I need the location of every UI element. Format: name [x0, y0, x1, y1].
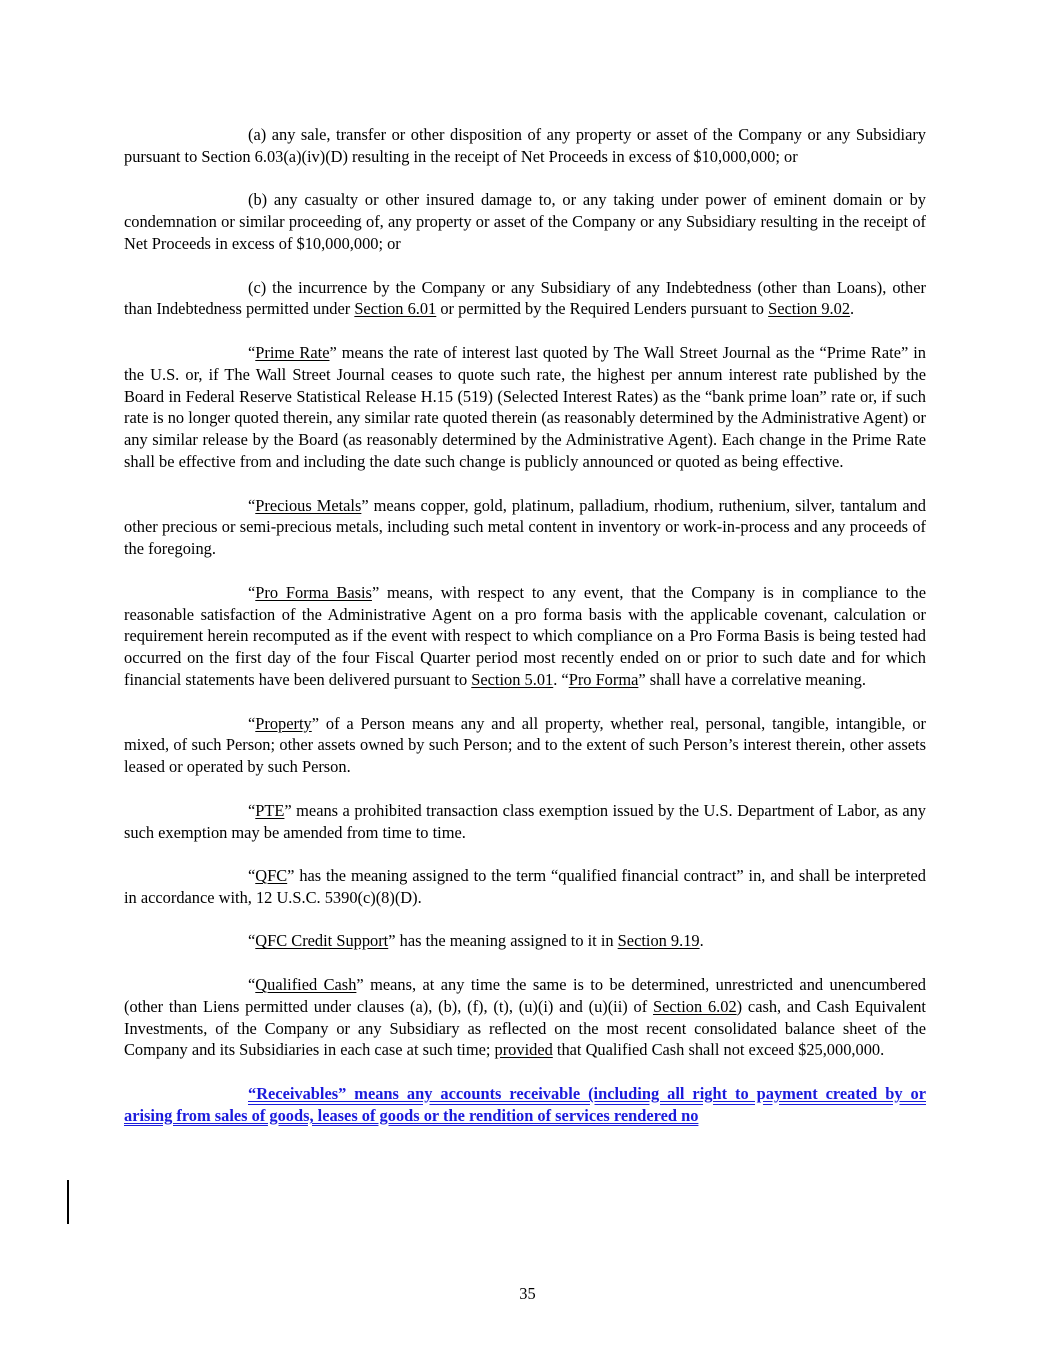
definition-property: “Property” of a Person means any and all property, whether real, personal, tangible, intangible, or mixed, of such Person; other assets owned by such Person; and to the extent of such Person’s interest therein, other assets leased or operated by such Person. [124, 713, 926, 777]
provided-term: provided [494, 1040, 553, 1060]
defined-term: Property [255, 713, 312, 733]
definition-qfc-credit-support: “QFC Credit Support” has the meaning assigned to it in Section 9.19. [248, 931, 704, 951]
defined-term: QFC [255, 866, 288, 886]
defined-term: Precious Metals [255, 495, 362, 515]
defined-term: Pro Forma [568, 669, 639, 689]
paragraph-clause-c: (c) the incurrence by the Company or any Subsidiary of any Indebtedness (other than Loans), other than Indebtedness permitted under Section 6.01 or permitted by the Required Lenders pursuant to Section 9.02. [124, 277, 926, 319]
paragraph-clause-a: (a) any sale, transfer or other disposition of any property or asset of the Company or any Subsidiary pursuant to Section 6.03(a)(iv)(D) resulting in the receipt of Net Proceeds in excess of $10,000,000; or [124, 125, 926, 166]
definition-receivables-inserted: “Receivables” means any accounts receivable (including all right to payment created by or arising from sales of goods, leases of goods or the rendition of services rendered no [124, 1084, 926, 1125]
defined-term: QFC Credit Support [255, 931, 389, 951]
definition-precious-metals: “Precious Metals” means copper, gold, platinum, palladium, rhodium, ruthenium, silver, tantalum and other precious or semi-precious metals, including such metal content in inventory or work-in-process and any proceeds of the foregoing. [124, 495, 926, 559]
definition-qfc: “QFC” has the meaning assigned to the term “qualified financial contract” in, and shall be interpreted in accordance with, 12 U.S.C. 5390(c)(8)(D). [124, 866, 926, 907]
defined-term: Qualified Cash [255, 975, 357, 995]
definition-pte: “PTE” means a prohibited transaction class exemption issued by the U.S. Department of Labor, as any such exemption may be amended from time to time. [124, 800, 926, 842]
section-ref-6-02: Section 6.02 [653, 996, 737, 1016]
paragraph-clause-b: (b) any casualty or other insured damage to, or any taking under power of eminent domain or by condemnation or similar proceeding of, any property or asset of the Company or any Subsidiary resulting in the receipt of Net Proceeds in excess of $10,000,000; or [124, 190, 926, 253]
definition-pro-forma-basis: “Pro Forma Basis” means, with respect to any event, that the Company is in compliance to the reasonable satisfaction of the Administrative Agent on a pro forma basis with the applicable covenant, calculation or requirement herein recomputed as if the event with respect to which compliance on a Pro Forma Basis is being tested had occurred on the first day of the four Fiscal Quarter period most recently ended on or prior to such date and for which financial statements have been delivered pursuant to Section 5.01. “Pro Forma” shall have a correlative meaning. [124, 582, 927, 689]
defined-term: PTE [255, 800, 285, 820]
document-body [124, 124, 926, 1148]
section-ref-6-01: Section 6.01 [354, 299, 437, 319]
section-ref-5-01: Section 5.01 [471, 669, 554, 689]
definition-qualified-cash: “Qualified Cash” means, at any time the same is to be determined, unrestricted and unencumbered (other than Liens permitted under clauses (a), (b), (f), (t), (u)(i) and (u)(ii) of Section 6.02) cash, and Cash Equivalent Investments, of the Company or any Subsidiary as reflected on the most recent consolidated balance sheet of the Company and its Subsidiaries in each case at such time; provided that Qualified Cash shall not exceed $25,000,000. [124, 975, 926, 1060]
defined-term: Prime Rate [255, 342, 330, 362]
page-number: 35 [519, 1284, 536, 1303]
section-ref-9-19: Section 9.19 [617, 931, 700, 951]
defined-term: Pro Forma Basis [255, 582, 372, 602]
definition-prime-rate: “Prime Rate” means the rate of interest last quoted by The Wall Street Journal as the “Prime Rate” in the U.S. or, if The Wall Street Journal ceases to quote such rate, the highest per annum interest rate published by the Board in Federal Reserve Statistical Release H.15 (519) (Selected Interest Rates) as the “bank prime loan” rate or, if such rate is no longer quoted therein, any similar rate quoted therein (as reasonably determined by the Administrative Agent) or any similar release by the Board (as reasonably determined by the Administrative Agent). Each change in the Prime Rate shall be effective from and including the date such change is publicly announced or quoted as being effective. [124, 342, 926, 471]
section-ref-9-02: Section 9.02 [768, 299, 851, 319]
change-bar [67, 1180, 69, 1224]
